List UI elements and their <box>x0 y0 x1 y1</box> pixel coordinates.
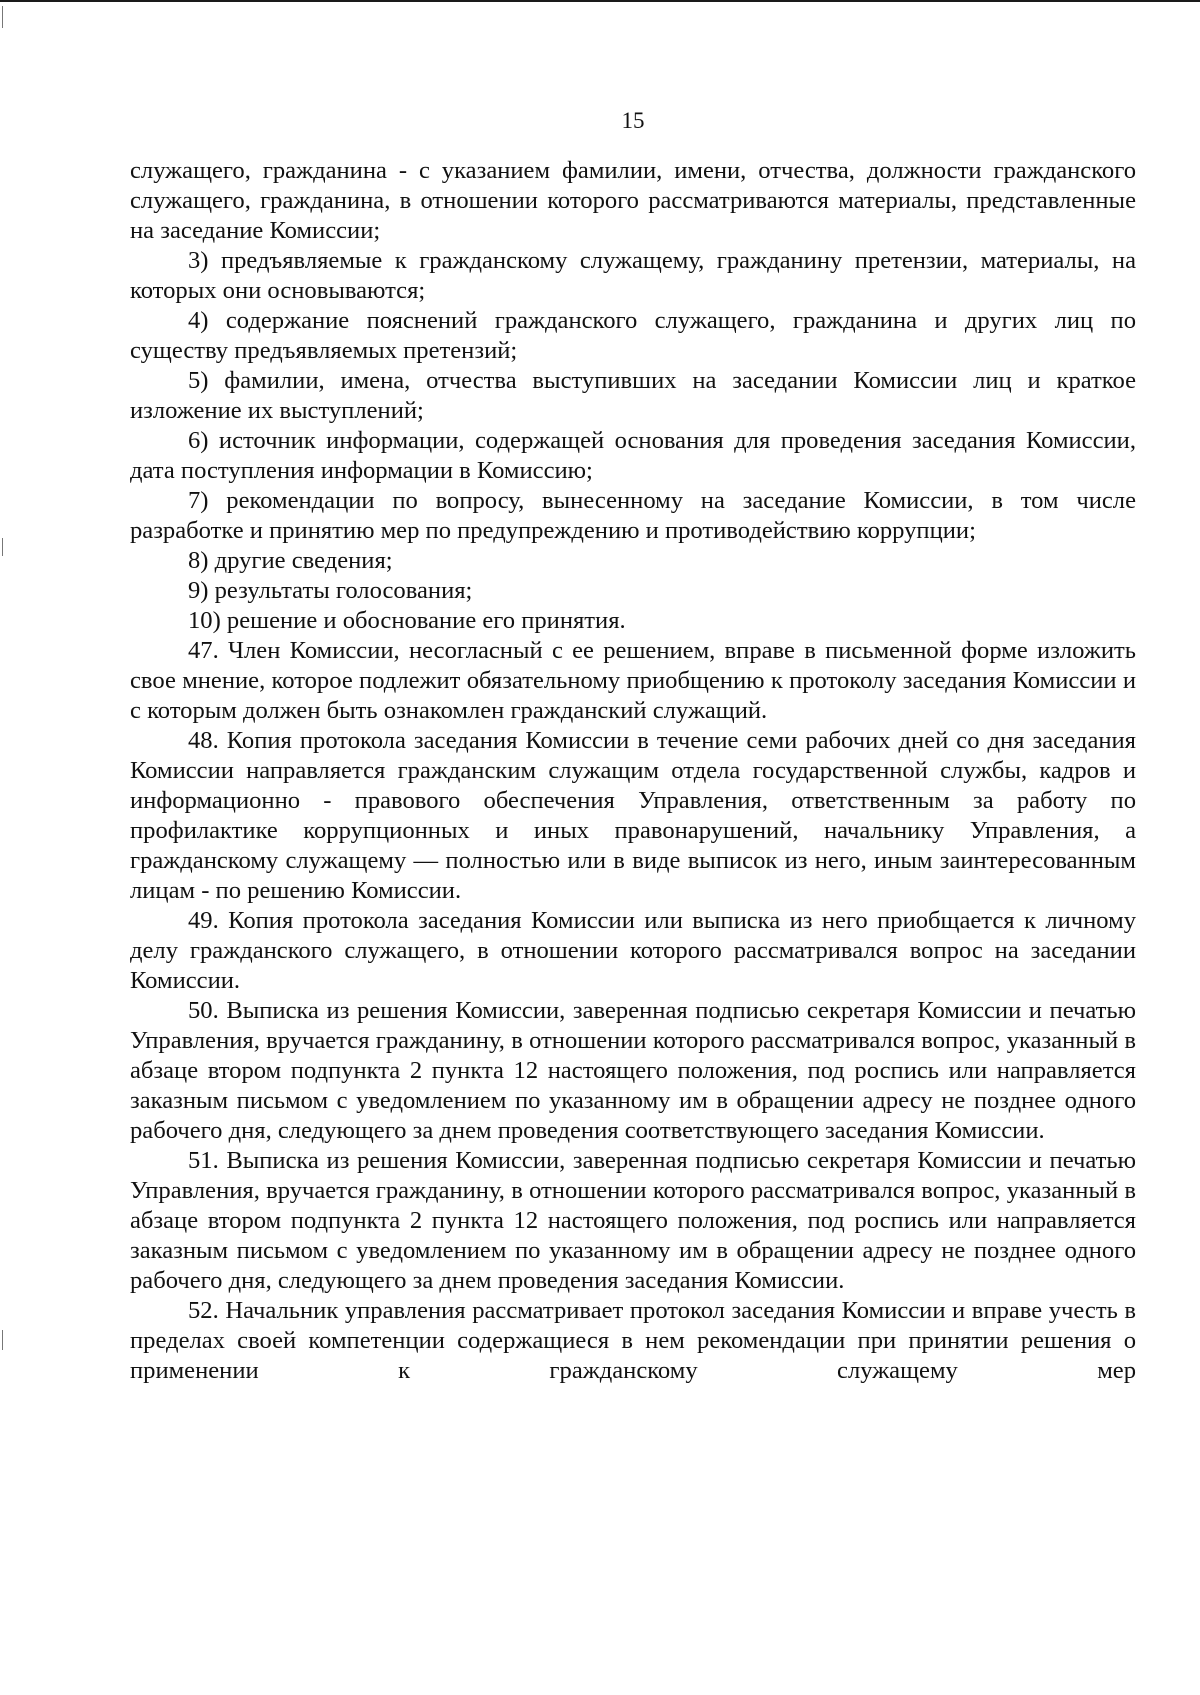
list-item-3: 3) предъявляемые к гражданскому служащему, гражданину претензии, материалы, на которых они основываются; <box>130 247 1136 304</box>
clause-50: 50. Выписка из решения Комиссии, заверенная подписью секретаря Комиссии и печатью Управления, вручается гражданину, в отношении которого рассматривался вопрос, указанный в абзаце втором подпункта 2 пункта 12 настоящего положения, под роспись или направляется заказным письмом с уведомлением по указанному им в обращении адресу не позднее одного рабочего дня, следующего за днем проведения соответствующего заседания Комиссии. <box>130 997 1136 1144</box>
scan-edge-mark <box>2 6 3 28</box>
list-item-6: 6) источник информации, содержащей основания для проведения заседания Комиссии, дата поступления информации в Комиссию; <box>130 427 1136 484</box>
page-number: 15 <box>621 108 645 133</box>
clause-47: 47. Член Комиссии, несогласный с ее решением, вправе в письменной форме изложить свое мнение, которое подлежит обязательному приобщению к протоколу заседания Комиссии и с которым должен быть ознакомлен гражданский служащий. <box>130 637 1136 724</box>
list-item-9: 9) результаты голосования; <box>188 577 473 604</box>
list-item-8: 8) другие сведения; <box>188 547 393 574</box>
scan-edge-mark <box>2 1330 3 1350</box>
list-item-10: 10) решение и обоснование его принятия. <box>188 607 626 634</box>
list-item-5: 5) фамилии, имена, отчества выступивших на заседании Комиссии лиц и краткое изложение их выступлений; <box>130 367 1136 424</box>
top-border-line <box>0 0 1200 2</box>
list-item-7: 7) рекомендации по вопросу, вынесенному на заседание Комиссии, в том числе разработке и принятию мер по предупреждению и противодействию коррупции; <box>130 487 1136 544</box>
clause-49: 49. Копия протокола заседания Комиссии или выписка из него приобщается к личному делу гражданского служащего, в отношении которого рассматривался вопрос на заседании Комиссии. <box>130 907 1136 994</box>
clause-48: 48. Копия протокола заседания Комиссии в течение семи рабочих дней со дня заседания Комиссии направляется гражданским служащим отдела государственной службы, кадров и информационно - правового обеспечения Управления, ответственным за работу по профилактике коррупционных и иных правонарушений, начальнику Управления, а гражданскому служащему — полностью или в виде выписок из него, иным заинтересованным лицам - по решению Комиссии. <box>130 727 1136 904</box>
list-item-4: 4) содержание пояснений гражданского служащего, гражданина и других лиц по существу предъявляемых претензий; <box>130 307 1136 364</box>
paragraph-continuation: служащего, гражданина - с указанием фамилии, имени, отчества, должности гражданского служащего, гражданина, в отношении которого рассматриваются материалы, представленные на заседание Комиссии; <box>130 157 1136 244</box>
clause-51: 51. Выписка из решения Комиссии, заверенная подписью секретаря Комиссии и печатью Управления, вручается гражданину, в отношении которого рассматривался вопрос, указанный в абзаце втором подпункта 2 пункта 12 настоящего положения, под роспись или направляется заказным письмом с уведомлением по указанному им в обращении адресу не позднее одного рабочего дня, следующего за днем проведения заседания Комиссии. <box>130 1147 1136 1294</box>
document-body <box>130 156 1136 1386</box>
clause-52: 52. Начальник управления рассматривает протокол заседания Комиссии и вправе учесть в пределах своей компетенции содержащиеся в нем рекомендации при принятии решения о применении к гражданскому служащему мер <box>130 1297 1136 1384</box>
scan-edge-mark <box>2 538 3 556</box>
